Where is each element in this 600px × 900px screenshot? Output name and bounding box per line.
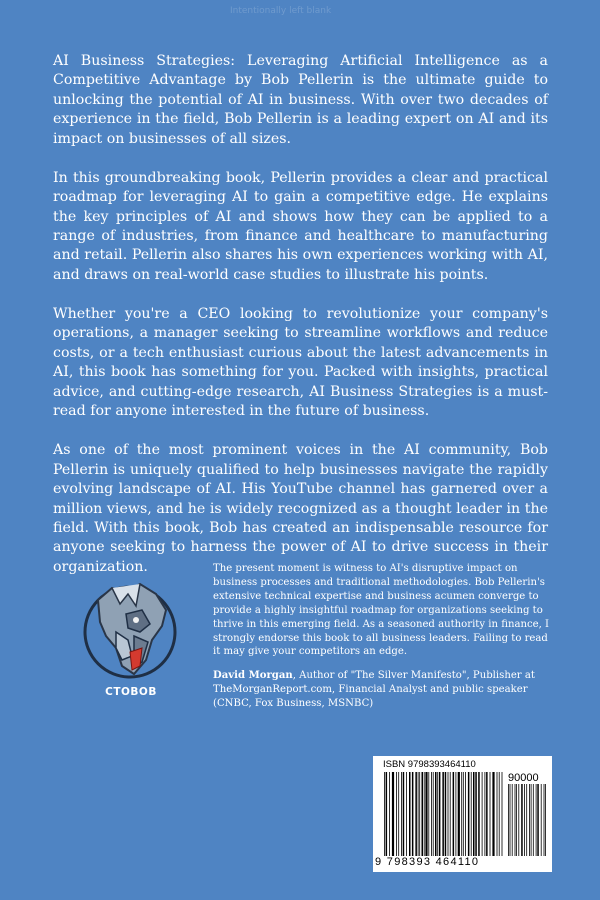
endorsement [213, 562, 553, 721]
logo-text: CTOBOB [105, 686, 157, 698]
barcode-addon [507, 784, 547, 856]
wolf-head-icon [70, 570, 190, 690]
description-paragraph-1: AI Business Strategies: Leveraging Artificial Intelligence as a Competitive Advantage by Bob Pellerin is the ultimate guide to unlocking the potential of AI in business. With over two decades of experience in the field, Bob Pellerin is a leading expert on AI and its impact on businesses of all sizes. [53, 53, 548, 147]
description-paragraph-4: As one of the most prominent voices in the AI community, Bob Pellerin is uniquely qualified to help businesses navigate the rapidly evolving landscape of AI. His YouTube channel has garnered over a million views, and he is widely recognized as a thought leader in the field. With this book, Bob has created an indispensable resource for anyone seeking to harness the power of AI to drive success in their organization. [53, 442, 548, 575]
endorsement-attribution [213, 669, 553, 711]
book-description [53, 52, 548, 597]
price-code: 90000 [508, 772, 539, 784]
description-paragraph-3: Whether you're a CEO looking to revolutionize your company's operations, a manager seeking to streamline workflows and reduce costs, or a tech enthusiast curious about the latest advancements in AI, this book has something for you. Packed with insights, practical advice, and cutting-edge research, AI Business Strategies is a must-read for anyone interested in the future of business. [53, 306, 548, 420]
barcode-digits: 9 798393 464110 [375, 856, 480, 868]
endorsement-quote: The present moment is witness to AI's disruptive impact on business processes and traditional methodologies. Bob Pellerin's extensive technical expertise and business acumen converge to provide a highly insightful roadmap for organizations seeking to thrive in this emerging field. As a seasoned authority in finance, I strongly endorse this book to all business leaders. Failing to read it may give your competitors an edge. [213, 563, 549, 658]
faded-top-text: Intentionally left blank [230, 6, 332, 16]
barcode-main [383, 772, 503, 856]
barcode-box [373, 756, 552, 872]
isbn-label: ISBN 9798393464110 [383, 759, 476, 770]
top-strip [0, 0, 600, 22]
endorser-name: David Morgan [213, 670, 293, 682]
endorser-credentials: , Author of "The Silver Manifesto", Publisher at TheMorganReport.com, Financial Analyst and public speaker (CNBC, Fox Business, MSNBC) [213, 670, 535, 710]
description-paragraph-2: In this groundbreaking book, Pellerin provides a clear and practical roadmap for leveraging AI to gain a competitive edge. He explains the key principles of AI and shows how they can be applied to a range of industries, from finance and healthcare to manufacturing and retail. Pellerin also shares his own experiences working with AI, and draws on real-world case studies to illustrate his points. [53, 169, 548, 283]
